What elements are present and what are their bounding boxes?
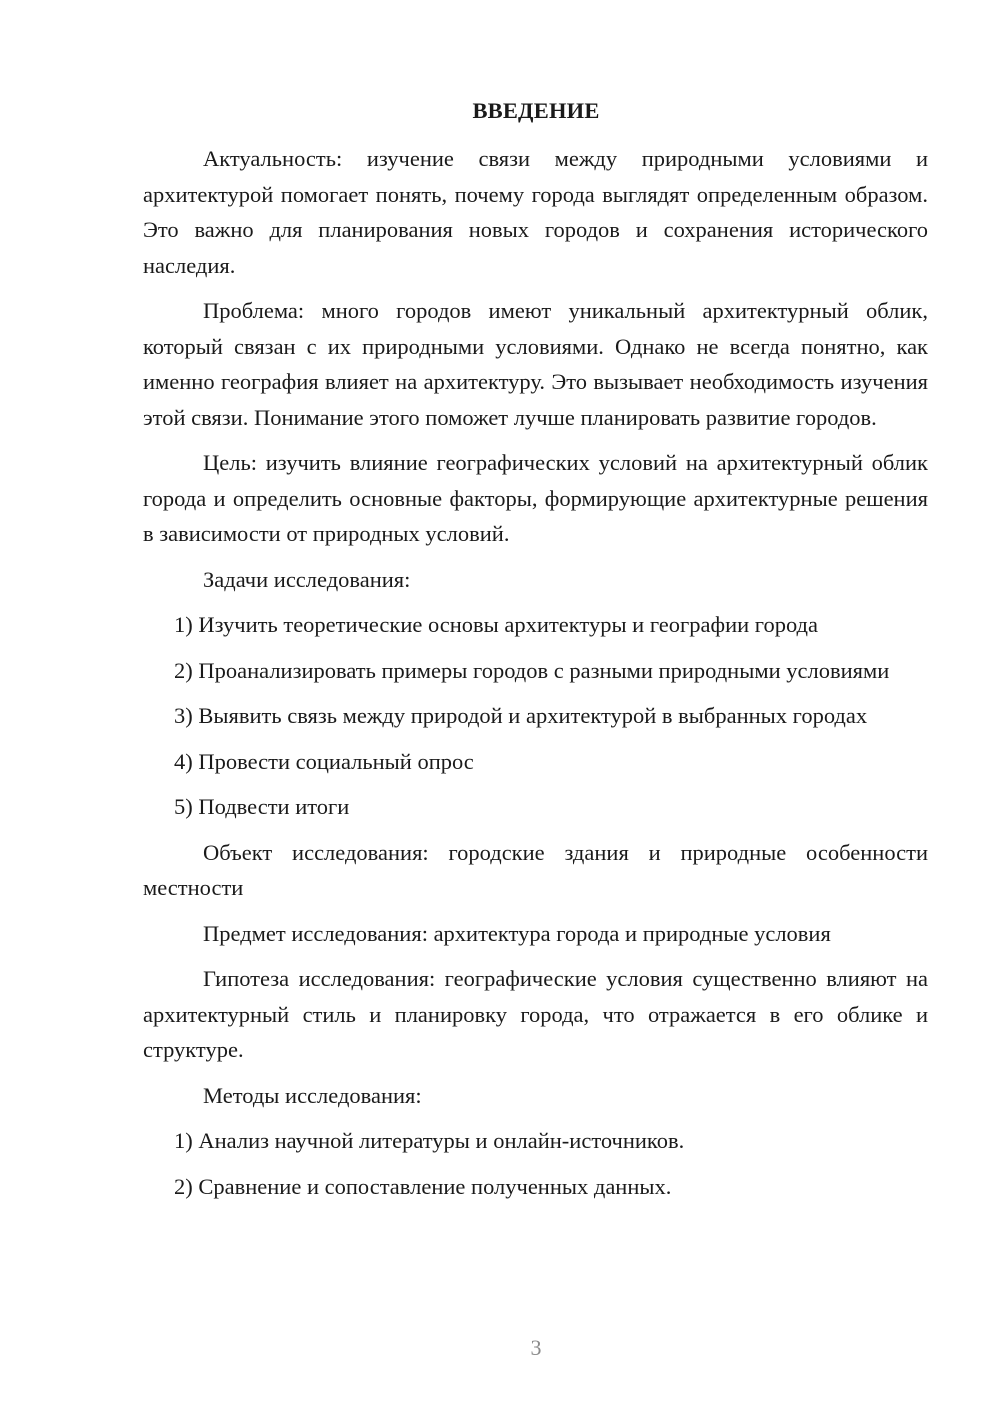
paragraph-goal: Цель: изучить влияние географических условий на архитектурный облик города и определить основные факторы, формирующие архитектурные решения в зависимости от природных условий. [143,450,928,546]
methods-heading: Методы исследования: [203,1082,422,1108]
task-item-5: 5) Подвести итоги [174,794,350,819]
task-item-1: 1) Изучить теоретические основы архитектуры и географии города [174,612,818,637]
task-item-3: 3) Выявить связь между природой и архитектурой в выбранных городах [174,703,868,728]
paragraph-object: Объект исследования: городские здания и природные особенности местности [143,839,928,900]
tasks-heading: Задачи исследования: [203,566,411,592]
method-item-2: 2) Сравнение и сопоставление полученных данных. [174,1173,672,1199]
task-item-2: 2) Проанализировать примеры городов с разными природными условиями [174,657,890,683]
paragraph-hypothesis: Гипотеза исследования: географические условия существенно влияют на архитектурный стиль и планировку города, что отражается в его облике и структуре. [143,966,928,1062]
page-number: 3 [530,1335,542,1360]
task-item-4: 4) Провести социальный опрос [174,748,474,774]
paragraph-problem: Проблема: много городов имеют уникальный архитектурный облик, который связан с их природными условиями. Однако не всегда понятно, как именно география влияет на архитектуру. Это вызывает необходимость изучения этой связи. Понимание этого поможет лучше планировать развитие городов. [143,298,928,430]
document-body [143,141,928,1214]
page-title: ВВЕДЕНИЕ [472,98,600,123]
method-item-1: 1) Анализ научной литературы и онлайн-источников. [174,1128,685,1153]
paragraph-subject: Предмет исследования: архитектура города и природные условия [203,920,831,946]
paragraph-relevance: Актуальность: изучение связи между природными условиями и архитектурой помогает понять, почему города выглядят определенным образом. Это важно для планирования новых городов и сохранения исторического наследия. [143,146,928,278]
